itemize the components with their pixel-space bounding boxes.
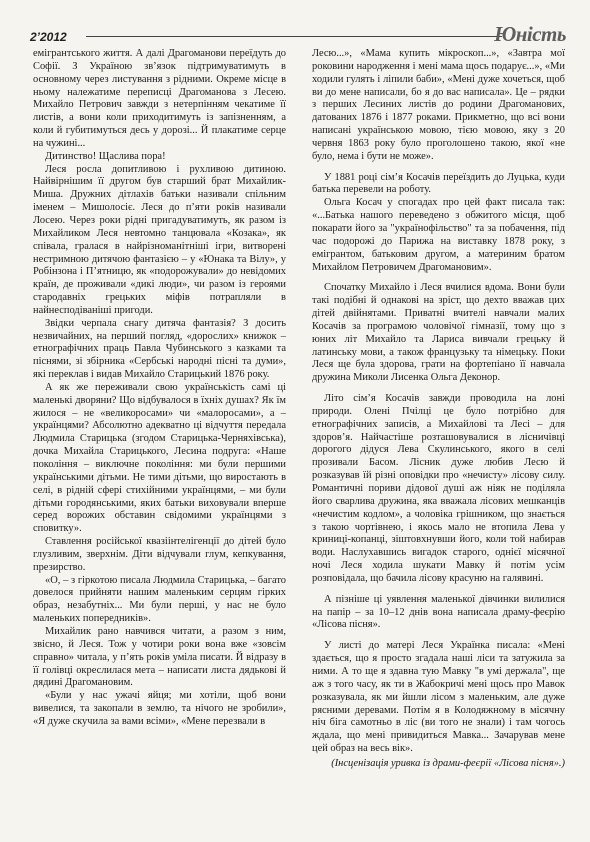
staging-credit: (Інсценізація уривка із драми-феєрії «Лісова пісня».) xyxy=(331,757,565,769)
paragraph: Леся росла допитливою і рухливою дитиною. Найвірнішим її другом був старший брат Михайлик-Миша. Дружних дітлахів батьки називали спільним іменем – Мишолосіє. Леся до п’яти років називали Лосею. Через роки рідні пригадуватимуть, як разом із Михайликом Леся невтомно танцювала «Козака», як співала, гралася в найрізноманітніші ігри, витворені нестримною дитячою фантазією – у «Юнака та Вілу», у Робінзона і П’ятницю, як «подорожували» до невідомих країн, де проживали «дикі люди», чи разом із героями стародавніх грецьких міфів потрапляли в найнесподіваніші пригоди. xyxy=(33,163,286,316)
left-column xyxy=(33,48,286,729)
paragraph: Літо сім’я Косачів завжди проводила на лоні природи. Олені Пчілці це було потрібно для етнографічних записів, а Михайлові та Лесі – для здоров’я. Найчастіше розташовувалися в лісничівці дорогого дідуся Лева Скулинського, якого в селі прозивали Басом. Лісник дуже любив Лесю й розказував їй різні оповідки про «нечисту» лісову силу. Романтичні пориви дідової душі аж ніяк не поділяла його сварлива дружина, яка вважала лісових мешканців «нечистим кодлом», а чоловіка грішником, що знається з такою чортівнею, і якось мало не втопила Лева у криниці-копанці, зіштовхнувши його, коли той набирав води. Наслухавшись вигадок старого, однієї місячної ночі Леся ходила шукати Мавку й потім усім розповідала, що бачила лісову красуню на галявині. xyxy=(312,393,565,584)
paragraph: Звідки черпала снагу дитяча фантазія? З досить незвичайних, на перший погляд, «дорослих» книжок – етнографічних праць Павла Чубинського з казками та піснями, зі збірника «Сербські народні пісні та думи», які переклав і видав Михайло Старицький 1876 року. xyxy=(33,317,286,381)
right-column xyxy=(312,48,565,771)
paragraph: А пізніше ці уявлення маленької дівчинки вилилися на папір – за 10–12 днів вона написала драму-феєрію «Лісова пісня». xyxy=(312,593,565,631)
paragraph: Спочатку Михайло і Леся вчилися вдома. Вони були такі подібні й однакові на зріст, що дехто вважав цих дітей двійнятами. Приватні вчителі навчали малих Косачів за програмою чоловічої гімназії, тому що з юних літ Михайло та Лариса вивчали грецьку й латинську мови, а також французьку та німецьку. Поки Леся ще була здорова, грати на фортепіано її навчала дружина Миколи Лисенка Ольга Деконор. xyxy=(312,282,565,384)
page-header xyxy=(30,22,566,50)
paragraph: Ольга Косач у спогадах про цей факт писала так: «...Батька нашого переведено з обжитого місця, щоб покарати його за "українофільство" та за побачення, під час подорожі до Парижа на виставку 1878 року, з емігрантом, батьковим другом, а материним братом Михайлом Петровичем Драгомановим». xyxy=(312,197,565,273)
paragraph: емігрантського життя. А далі Драгоманови переїдуть до Софії. З Україною зв’язок підтримуватимуть в основному через листування з рідними. Окреме місце в ньому належатиме переписці Драгоманова з Лесею. Михайло Петрович завжди з нетерпінням чекатиме її листів, а вони коли приходитимуть із запізненням, а коли й губитимуться десь у дорозі... Й плакатиме серце на чужині... xyxy=(33,48,286,149)
paragraph: «Були у нас ужачі яйця; ми хотіли, щоб вони вивелися, та закопали в землю, та нічого не зробили», «Я дуже скучила за вами всіми», «Мене перезвали в xyxy=(33,690,286,727)
header-rule xyxy=(86,36,502,37)
paragraph: У листі до матері Леся Українка писала: «Мені здається, що я просто згадала наші ліси та затужила за ними. А то ще я здавна тую Мавку "в умі держала", ще аж з того часу, як ти в Жабокричі мені щось про Мавок розказувала, як ми йшли лісом з маленьким, але дуже рясними деревами. Потім я в Колодяжному в місячну ніч біга самотньо в ліс (ви того не знали) і там чогось ждала, що мені привидиться Мавка... Зачарував мене цей образ на весь вік». xyxy=(312,640,565,755)
paragraph: У 1881 році сім’я Косачів переїздить до Луцька, куди батька перевели на роботу. xyxy=(312,171,565,196)
magazine-logo: Юнiсть xyxy=(494,22,566,46)
paragraph: Лесю...», «Мама купить мікроскоп...», «Завтра мої роковини народження і мені мама щось подарує...», «Ми ходили гулять і ліпили баби», «Мені дуже хочеться, щоб ви до мене написали, бо я до вас написала». Це – рядки з перших Лесиних листів до родини Драгоманових, датованих 1876 і 1877 роками. Прикметно, що всі вони написані українською мовою, тією мовою, яку з 20 червня 1863 року було проголошено такою, якої «не було, нема і бути не може». xyxy=(312,48,565,162)
issue-number: 2’2012 xyxy=(30,30,67,44)
paragraph: Ставлення російської квазіінтелігенції до дітей було глузливим, зверхнім. Діти відчували глум, кепкування, презирство. xyxy=(33,536,286,573)
paragraph: Дитинство! Щаслива пора! xyxy=(45,150,166,162)
paragraph: Михайлик рано навчився читати, а разом з ним, звісно, й Леся. Тож у чотири роки вона вже «зовсім справно» читала, у п’ять років уміла писати. Й відразу в її голівці окреслилася мета – написати листа дядькові й дядині Драгомановим. xyxy=(33,625,286,689)
paragraph: «О, – з гіркотою писала Людмила Старицька, – багато довелося прийняти нашим маленьким серцям гірких образ, незабутніх... Ми були перші, у нас не було маленьких попередників». xyxy=(33,574,286,625)
paragraph: А як же переживали свою українськість самі ці маленькі дворяни? Що відбувалося в їхніх душах? Як їм жилося – не «великоросами» чи «малоросами», а – українцями? Абсолютно адекватно ці відчуття передала Людмила Старицька (згодом Старицька-Черняхівська), дочка Михайла Старицького, Лесина подруга: «Наше покоління – виключне покоління: ми були першими українськими дітьми. Не тими дітьми, що виростають в селі, в рідній сфері стихійними українцями, – ми були дітьми городянськими, яких батьки виховували вперше серед ворожих обставин свідомими українцями з сповитку». xyxy=(33,381,286,535)
